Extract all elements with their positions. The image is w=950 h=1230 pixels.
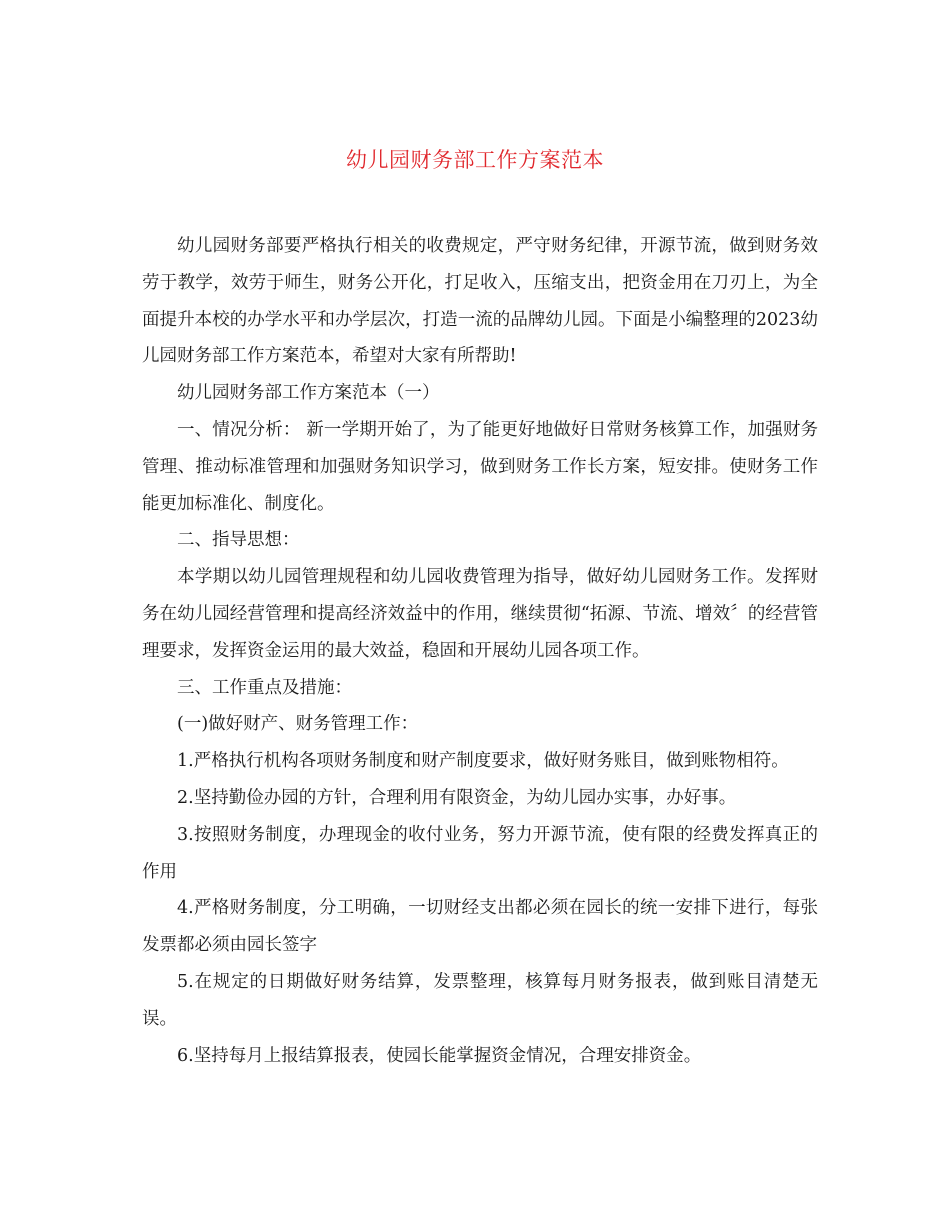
list-item-6: 6.坚持每月上报结算报表，使园长能掌握资金情况，合理安排资金。 xyxy=(177,1045,702,1066)
list-item-2: 2.坚持勤俭办园的方针，合理利用有限资金，为幼儿园办实事，办好事。 xyxy=(177,787,737,808)
document-body xyxy=(142,228,818,1074)
list-item-4: 4.严格财务制度，分工明确，一切财经支出都必须在园长的统一安排下进行，每张发票都必须由园长签字 xyxy=(142,898,818,956)
document-title: 幼儿园财务部工作方案范本 xyxy=(346,148,604,172)
subsection-heading: (一)做好财产、财务管理工作： xyxy=(177,714,419,735)
list-item-5: 5.在规定的日期做好财务结算，发票整理，核算每月财务报表，做到账目清楚无误。 xyxy=(142,971,818,1029)
guiding-ideology-paragraph: 本学期以幼儿园管理规程和幼儿园收费管理为指导，做好幼儿园财务工作。发挥财务在幼儿园经营管理和提高经济效益中的作用，继续贯彻“拓源、节流、增效〞的经营管理要求，发挥资金运用的最大效益，稳固和开展幼儿园各项工作。 xyxy=(142,567,818,661)
section-heading: 幼儿园财务部工作方案范本（一） xyxy=(177,383,440,404)
guiding-ideology-heading: 二、指导思想： xyxy=(177,530,300,551)
work-focus-heading: 三、工作重点及措施： xyxy=(177,677,352,698)
list-item-3: 3.按照财务制度，办理现金的收付业务，努力开源节流，使有限的经费发挥真正的作用 xyxy=(142,824,818,882)
situation-analysis-paragraph: 一、情况分析： 新一学期开始了，为了能更好地做好日常财务核算工作，加强财务管理、推动标准管理和加强财务知识学习，做到财务工作长方案，短安排。使财务工作能更加标准化、制度化。 xyxy=(142,419,818,514)
intro-paragraph: 幼儿园财务部要严格执行相关的收费规定，严守财务纪律，开源节流，做到财务效劳于教学，效劳于师生，财务公开化，打足收入，压缩支出，把资金用在刀刃上，为全面提升本校的办学水平和办学层次，打造一流的品牌幼儿园。下面是小编整理的2023幼儿园财务部工作方案范本，希望对大家有所帮助! xyxy=(142,236,818,367)
list-item-1: 1.严格执行机构各项财务制度和财产制度要求，做好财务账目，做到账物相符。 xyxy=(177,751,789,772)
